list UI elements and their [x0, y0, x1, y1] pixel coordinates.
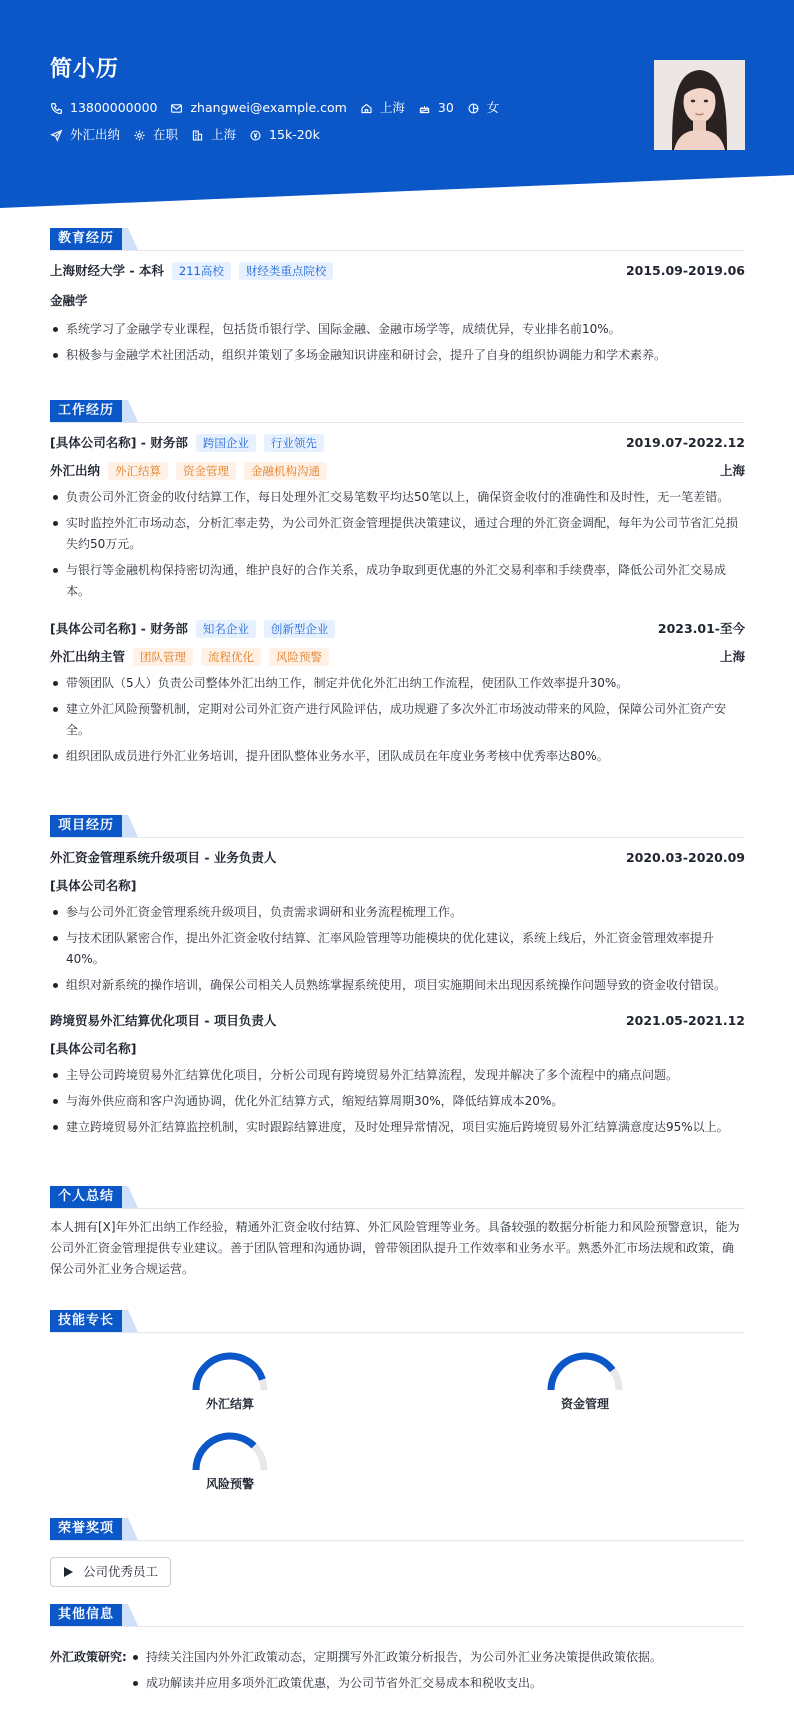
other-info-key: 外汇政策研究: — [50, 1650, 127, 1664]
section-title — [50, 1186, 745, 1209]
skills-section — [50, 1310, 745, 1500]
skill-gauge-fill — [196, 1356, 262, 1390]
mail-icon — [170, 102, 183, 115]
avatar-photo — [654, 60, 745, 150]
project-bullets — [50, 1065, 745, 1138]
cake-icon — [418, 102, 431, 115]
email-text: zhangwei@example.com — [190, 100, 347, 115]
gender-icon — [467, 102, 480, 115]
skill-gauge — [188, 1430, 272, 1472]
home-icon — [360, 102, 373, 115]
job-intent-item — [50, 125, 120, 145]
status-item — [133, 125, 178, 145]
list-item: 负责公司外汇资金的收付结算工作，每日处理外汇交易笔数平均达50笔以上，确保资金收付的准确性和及时性，无一笔差错。 — [50, 487, 745, 508]
skill-item — [525, 1350, 645, 1414]
section-title-decoration — [122, 1604, 138, 1626]
section-title — [50, 1604, 745, 1627]
section-title — [50, 400, 745, 423]
list-item: 实时监控外汇市场动态，分析汇率走势，为公司外汇资金管理提供决策建议，通过合理的外汇资金调配，每年为公司节省汇兑损失约50万元。 — [50, 513, 745, 555]
others-section — [50, 1604, 745, 1704]
salary-item — [249, 125, 320, 145]
list-item: 与银行等金融机构保持密切沟通，维护良好的合作关系，成功争取到更优惠的外汇交易利率和手续费率，降低公司外汇交易成本。 — [50, 560, 745, 602]
work-bullets — [50, 673, 745, 767]
project-row — [50, 846, 745, 870]
work-city: 上海 — [719, 463, 745, 478]
project-name: 跨境贸易外汇结算优化项目 - 项目负责人 — [50, 1013, 277, 1028]
section-title — [50, 1518, 745, 1541]
work-role-row — [50, 645, 745, 669]
section-title-label: 荣誉奖项 — [50, 1518, 122, 1540]
section-title-decoration — [122, 815, 138, 837]
section-title-decoration — [122, 1310, 138, 1332]
project-date: 2021.05-2021.12 — [625, 1013, 745, 1028]
location-text: 上海 — [379, 100, 405, 115]
company-name: [具体公司名称] - 财务部 — [50, 621, 188, 636]
phone-icon — [50, 102, 63, 115]
work-city: 上海 — [719, 649, 745, 664]
list-item: 系统学习了金融学专业课程，包括货币银行学、国际金融、金融市场学等，成绩优异，专业排名前10%。 — [50, 319, 745, 340]
resume-header — [0, 0, 794, 215]
project-bullets — [50, 902, 745, 996]
location-item — [360, 98, 405, 118]
project-name: 外汇资金管理系统升级项目 - 业务负责人 — [50, 850, 277, 865]
company-tag: 行业领先 — [264, 434, 324, 452]
company-tag: 创新型企业 — [264, 620, 336, 638]
project-date: 2020.03-2020.09 — [625, 850, 745, 865]
role-tag: 团队管理 — [133, 648, 193, 666]
work-date: 2023.01-至今 — [657, 621, 745, 636]
email-item — [170, 98, 346, 118]
company-tag: 跨国企业 — [196, 434, 256, 452]
major: 金融学 — [50, 293, 88, 308]
education-date: 2015.09-2019.06 — [625, 263, 745, 278]
phone-item — [50, 98, 157, 118]
section-title-label: 其他信息 — [50, 1604, 122, 1626]
company-name: [具体公司名称] - 财务部 — [50, 435, 188, 450]
salary-text: 15k-20k — [269, 127, 320, 142]
send-icon — [50, 129, 63, 142]
contact-row — [50, 98, 512, 118]
education-row — [50, 259, 745, 283]
role-name: 外汇出纳主管 — [50, 649, 126, 664]
skill-label: 风险预警 — [205, 1477, 254, 1491]
money-icon — [249, 129, 262, 142]
section-title-decoration — [122, 400, 138, 422]
status-text: 在职 — [153, 127, 179, 142]
list-item: 成功解读并应用多项外汇政策优惠，为公司节省外汇交易成本和税收支出。 — [130, 1673, 745, 1694]
section-title — [50, 228, 745, 251]
age-text: 30 — [437, 100, 454, 115]
city-text: 上海 — [211, 127, 237, 142]
intent-row — [50, 125, 333, 145]
work-role-row — [50, 459, 745, 483]
phone-text: 13800000000 — [70, 100, 158, 115]
role-tag: 流程优化 — [201, 648, 261, 666]
building-icon — [191, 129, 204, 142]
awards-section — [50, 1518, 745, 1598]
list-item: 建立外汇风险预警机制，定期对公司外汇资产进行风险评估，成功规避了多次外汇市场波动带来的风险，保障公司外汇资产安全。 — [50, 699, 745, 741]
work-company-row — [50, 431, 745, 455]
section-title-label: 教育经历 — [50, 228, 122, 250]
role-tag: 风险预警 — [269, 648, 329, 666]
role-name: 外汇出纳 — [50, 463, 101, 478]
award-label: 公司优秀员工 — [83, 1564, 159, 1579]
company-tag: 知名企业 — [196, 620, 256, 638]
skill-gauge — [543, 1350, 627, 1392]
skill-gauge — [188, 1350, 272, 1392]
list-item: 持续关注国内外外汇政策动态，定期撰写外汇政策分析报告，为公司外汇业务决策提供政策依据。 — [130, 1647, 745, 1668]
section-title-decoration — [122, 228, 138, 250]
skill-gauge-fill — [196, 1436, 254, 1470]
section-title-label: 个人总结 — [50, 1186, 122, 1208]
section-title-label: 工作经历 — [50, 400, 122, 422]
section-title-label: 项目经历 — [50, 815, 122, 837]
list-item: 组织团队成员进行外汇业务培训，提升团队整体业务水平，团队成员在年度业务考核中优秀率达80%。 — [50, 746, 745, 767]
work-section — [50, 400, 745, 772]
city-item — [191, 125, 236, 145]
role-tag: 金融机构沟通 — [244, 462, 327, 480]
list-item: 组织对新系统的操作培训，确保公司相关人员熟练掌握系统使用，项目实施期间未出现因系统操作问题导致的资金收付错误。 — [50, 975, 745, 996]
list-item: 主导公司跨境贸易外汇结算优化项目，分析公司现有跨境贸易外汇结算流程，发现并解决了多个流程中的痛点问题。 — [50, 1065, 745, 1086]
section-title-label: 技能专长 — [50, 1310, 122, 1332]
job-intent-text: 外汇出纳 — [70, 127, 121, 142]
section-title-decoration — [122, 1518, 138, 1540]
section-title — [50, 1310, 745, 1333]
section-title — [50, 815, 745, 838]
skill-item — [170, 1430, 290, 1494]
work-date: 2019.07-2022.12 — [625, 435, 745, 450]
list-item: 积极参与金融学术社团活动，组织并策划了多场金融知识讲座和研讨会，提升了自身的组织协调能力和学术素养。 — [50, 345, 745, 366]
school-tag: 财经类重点院校 — [239, 262, 334, 280]
skill-gauge-fill — [551, 1356, 613, 1390]
list-item: 与技术团队紧密合作，提出外汇资金收付结算、汇率风险管理等功能模块的优化建议，系统上线后，外汇资金管理效率提升40%。 — [50, 928, 745, 970]
section-title-decoration — [122, 1186, 138, 1208]
list-item: 带领团队（5人）负责公司整体外汇出纳工作，制定并优化外汇出纳工作流程，使团队工作效率提升30%。 — [50, 673, 745, 694]
work-company-row — [50, 617, 745, 641]
school-tag: 211高校 — [172, 262, 231, 280]
skill-label: 资金管理 — [560, 1397, 609, 1411]
project-company: [具体公司名称] — [50, 1041, 137, 1056]
work-bullets — [50, 487, 745, 602]
school-name: 上海财经大学 - 本科 — [50, 263, 164, 278]
candidate-name: 简小历 — [50, 57, 120, 82]
role-tag: 外汇结算 — [108, 462, 168, 480]
education-section — [50, 228, 745, 371]
skill-label: 外汇结算 — [205, 1397, 254, 1411]
summary-section — [50, 1186, 745, 1280]
education-bullets — [50, 319, 745, 366]
projects-section — [50, 815, 745, 1143]
list-item: 建立跨境贸易外汇结算监控机制，实时跟踪结算进度，及时处理异常情况，项目实施后跨境贸易外汇结算满意度达95%以上。 — [50, 1117, 745, 1138]
gender-item — [467, 98, 500, 118]
other-info-bullets — [130, 1647, 745, 1699]
award-item — [50, 1557, 171, 1587]
project-row — [50, 1009, 745, 1033]
play-icon — [63, 1567, 73, 1577]
list-item: 与海外供应商和客户沟通协调，优化外汇结算方式，缩短结算周期30%，降低结算成本20%。 — [50, 1091, 745, 1112]
project-company: [具体公司名称] — [50, 878, 137, 893]
summary-text: 本人拥有[X]年外汇出纳工作经验，精通外汇资金收付结算、外汇风险管理等业务。具备较强的数据分析能力和风险预警意识，能为公司外汇资金管理提供专业建议。善于团队管理和沟通协调，曾带领团队提升工作效率和业务水平。熟悉外汇市场法规和政策，确保公司外汇业务合规运营。 — [50, 1220, 740, 1276]
age-item — [418, 98, 454, 118]
role-tag: 资金管理 — [176, 462, 236, 480]
gear-icon — [133, 129, 146, 142]
skill-item — [170, 1350, 290, 1414]
avatar — [654, 60, 745, 150]
gender-text: 女 — [486, 100, 500, 115]
list-item: 参与公司外汇资金管理系统升级项目，负责需求调研和业务流程梳理工作。 — [50, 902, 745, 923]
